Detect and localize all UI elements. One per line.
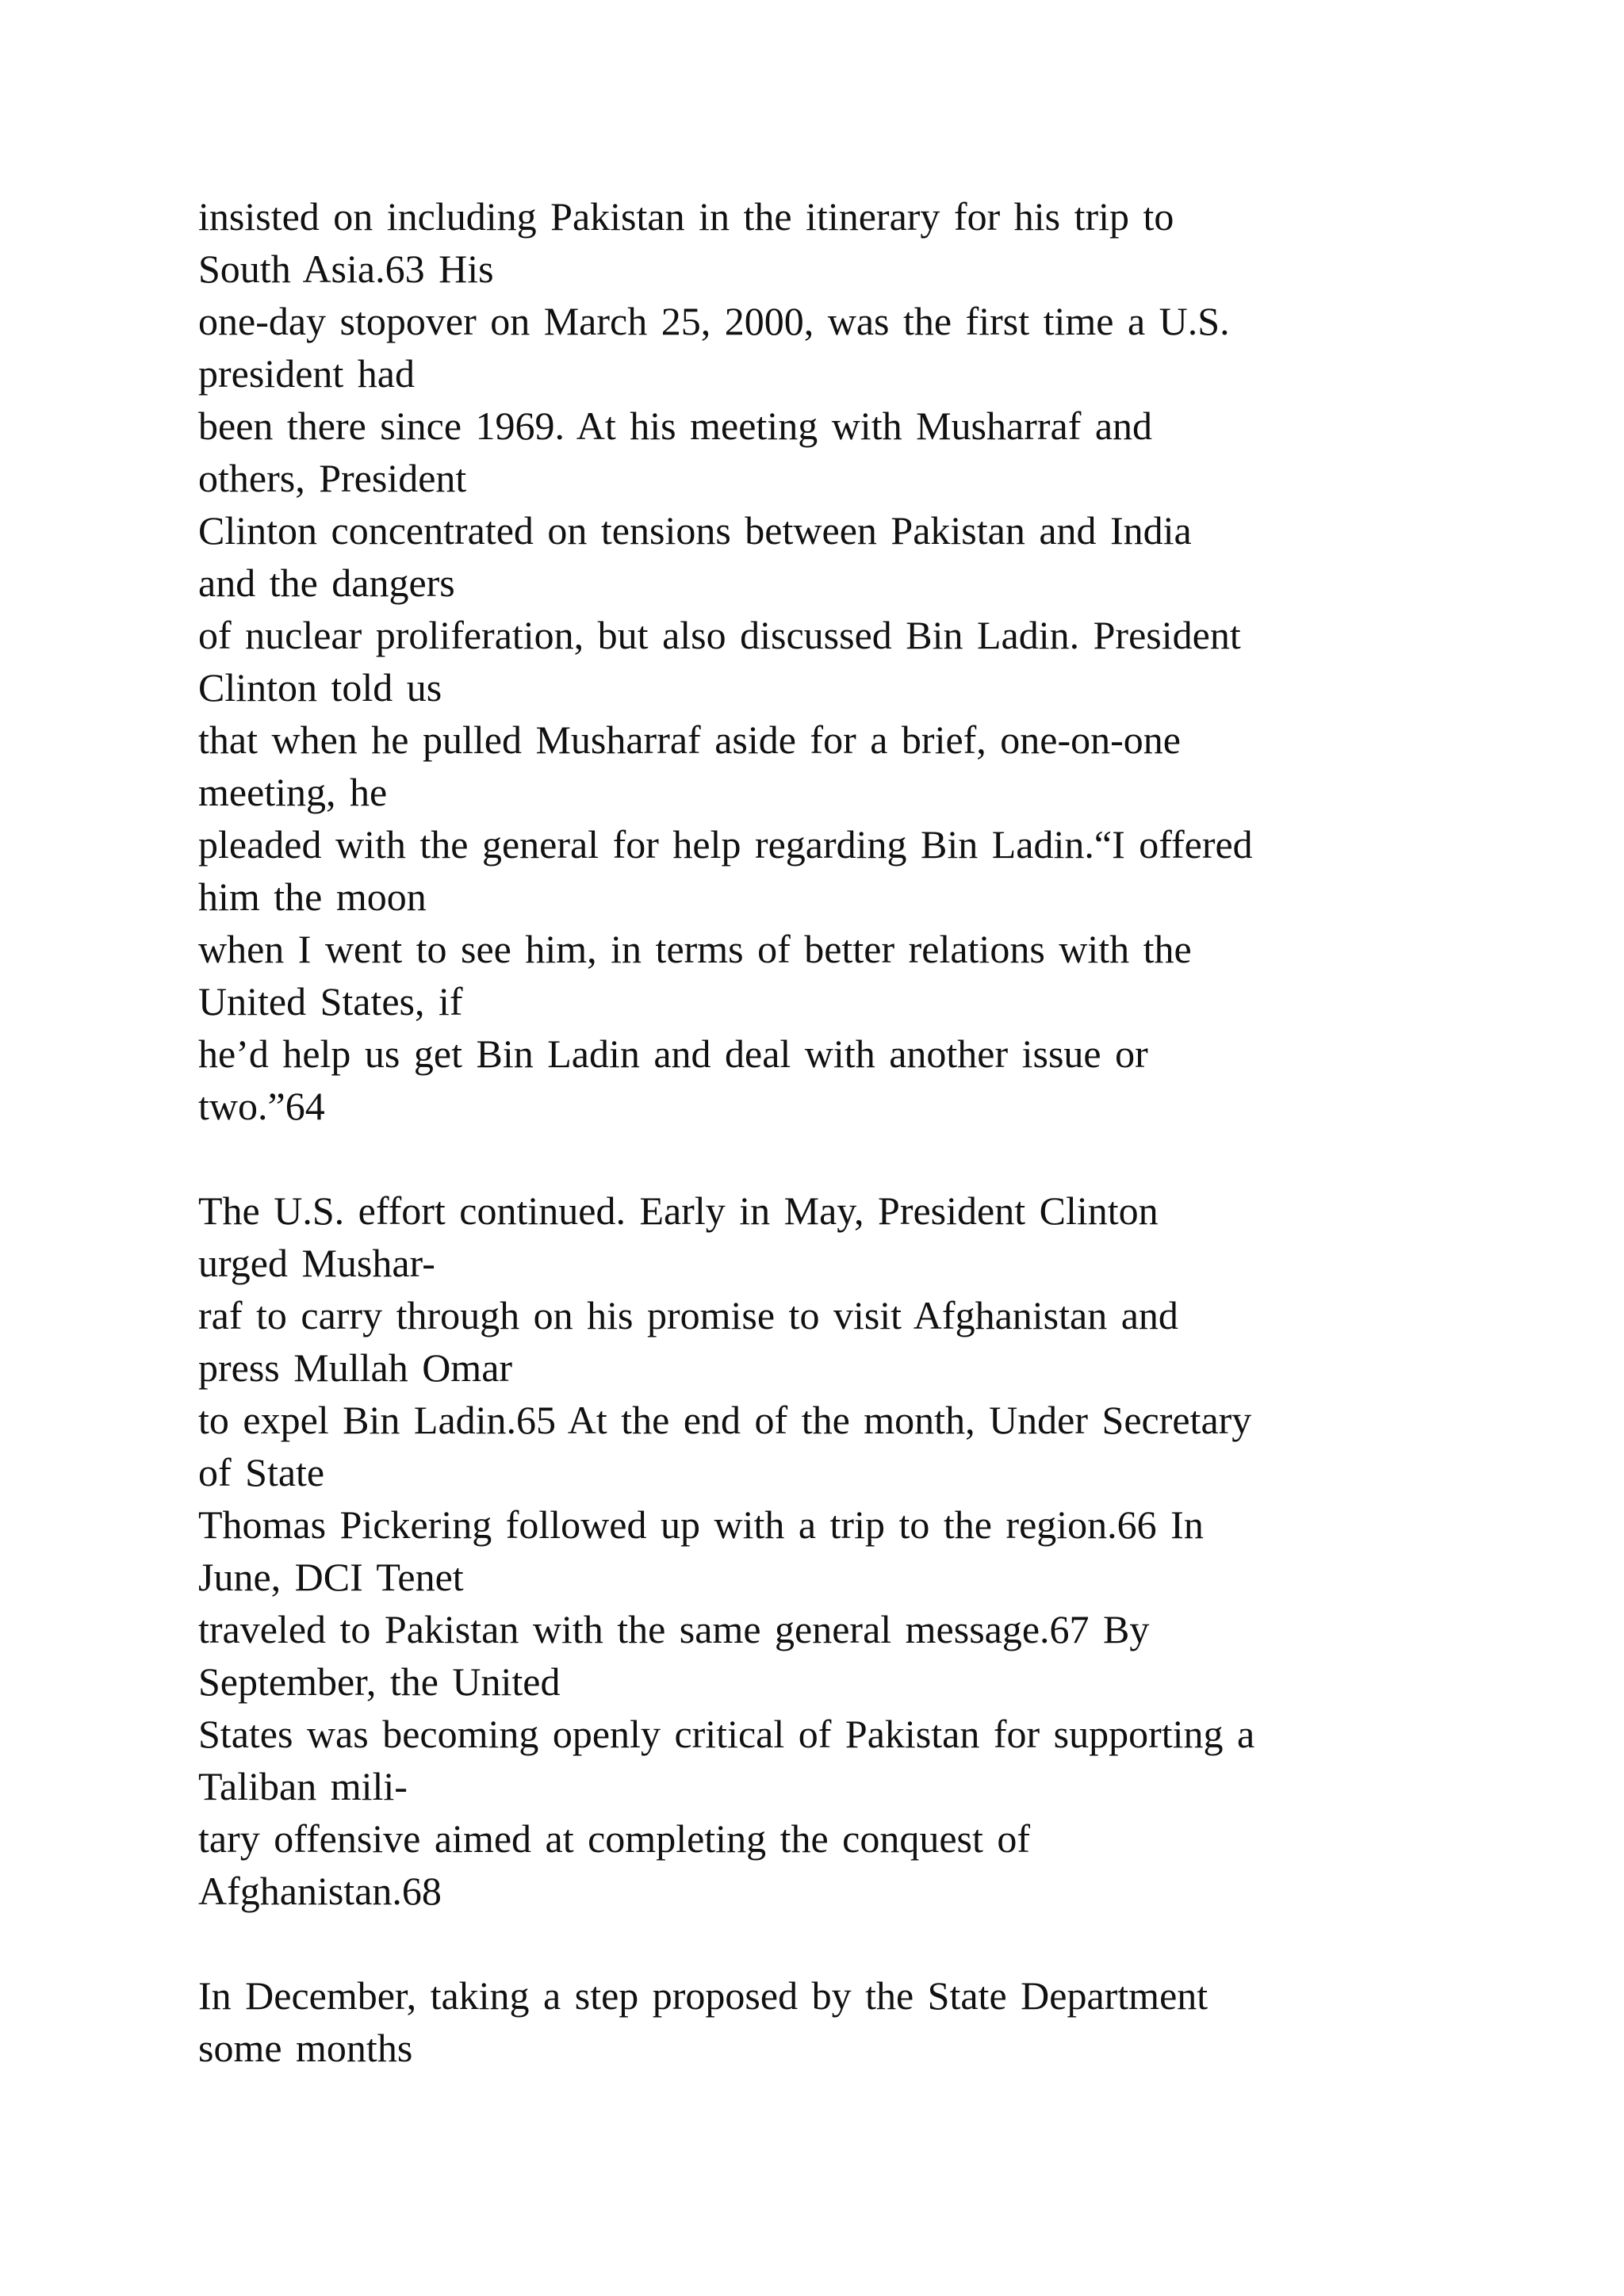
text-line: president had — [198, 351, 415, 396]
text-line: urged Mushar- — [198, 1241, 435, 1285]
text-line: Taliban mili- — [198, 1764, 408, 1808]
body-text — [198, 190, 1483, 2074]
text-line: June, DCI Tenet — [198, 1555, 464, 1599]
text-line: September, the United — [198, 1659, 561, 1704]
text-line: that when he pulled Musharraf aside for a brief, one-on-one — [198, 718, 1181, 762]
text-line: Clinton told us — [198, 665, 442, 710]
text-line: two.”64 — [198, 1084, 325, 1128]
paragraph-us-effort — [198, 1184, 1483, 1917]
text-line: meeting, he — [198, 770, 388, 814]
text-line: South Asia.63 His — [198, 247, 494, 291]
text-line: raf to carry through on his promise to visit Afghanistan and — [198, 1293, 1178, 1337]
text-line: been there since 1969. At his meeting with Musharraf and — [198, 404, 1153, 448]
text-line: United States, if — [198, 979, 463, 1024]
text-line: and the dangers — [198, 561, 455, 605]
paragraph-gap — [198, 1132, 1483, 1184]
text-line: one-day stopover on March 25, 2000, was the first time a U.S. — [198, 299, 1230, 343]
text-line: Afghanistan.68 — [198, 1869, 442, 1913]
text-line: of nuclear proliferation, but also discussed Bin Ladin. President — [198, 613, 1241, 657]
text-line: Thomas Pickering followed up with a trip to the region.66 In — [198, 1502, 1204, 1547]
text-line: Clinton concentrated on tensions between Pakistan and India — [198, 508, 1192, 553]
text-line: of State — [198, 1450, 325, 1494]
text-line: others, President — [198, 456, 467, 500]
text-line: him the moon — [198, 874, 427, 919]
text-line: he’d help us get Bin Ladin and deal with another issue or — [198, 1031, 1148, 1076]
text-line: insisted on including Pakistan in the itinerary for his trip to — [198, 194, 1174, 239]
text-line: tary offensive aimed at completing the conquest of — [198, 1816, 1031, 1861]
text-line: pleaded with the general for help regarding Bin Ladin.“I offered — [198, 822, 1253, 867]
text-line: In December, taking a step proposed by the State Department — [198, 1973, 1208, 2018]
paragraph-clinton-visit — [198, 190, 1483, 1132]
paragraph-gap — [198, 1917, 1483, 1969]
paragraph-december — [198, 1969, 1483, 2074]
text-line: when I went to see him, in terms of better relations with the — [198, 927, 1192, 971]
text-line: to expel Bin Ladin.65 At the end of the month, Under Secretary — [198, 1398, 1252, 1442]
text-line: press Mullah Omar — [198, 1345, 513, 1390]
text-line: States was becoming openly critical of Pakistan for supporting a — [198, 1712, 1255, 1756]
text-line: traveled to Pakistan with the same general message.67 By — [198, 1607, 1150, 1651]
text-line: The U.S. effort continued. Early in May, President Clinton — [198, 1188, 1159, 1233]
text-line: some months — [198, 2026, 413, 2070]
